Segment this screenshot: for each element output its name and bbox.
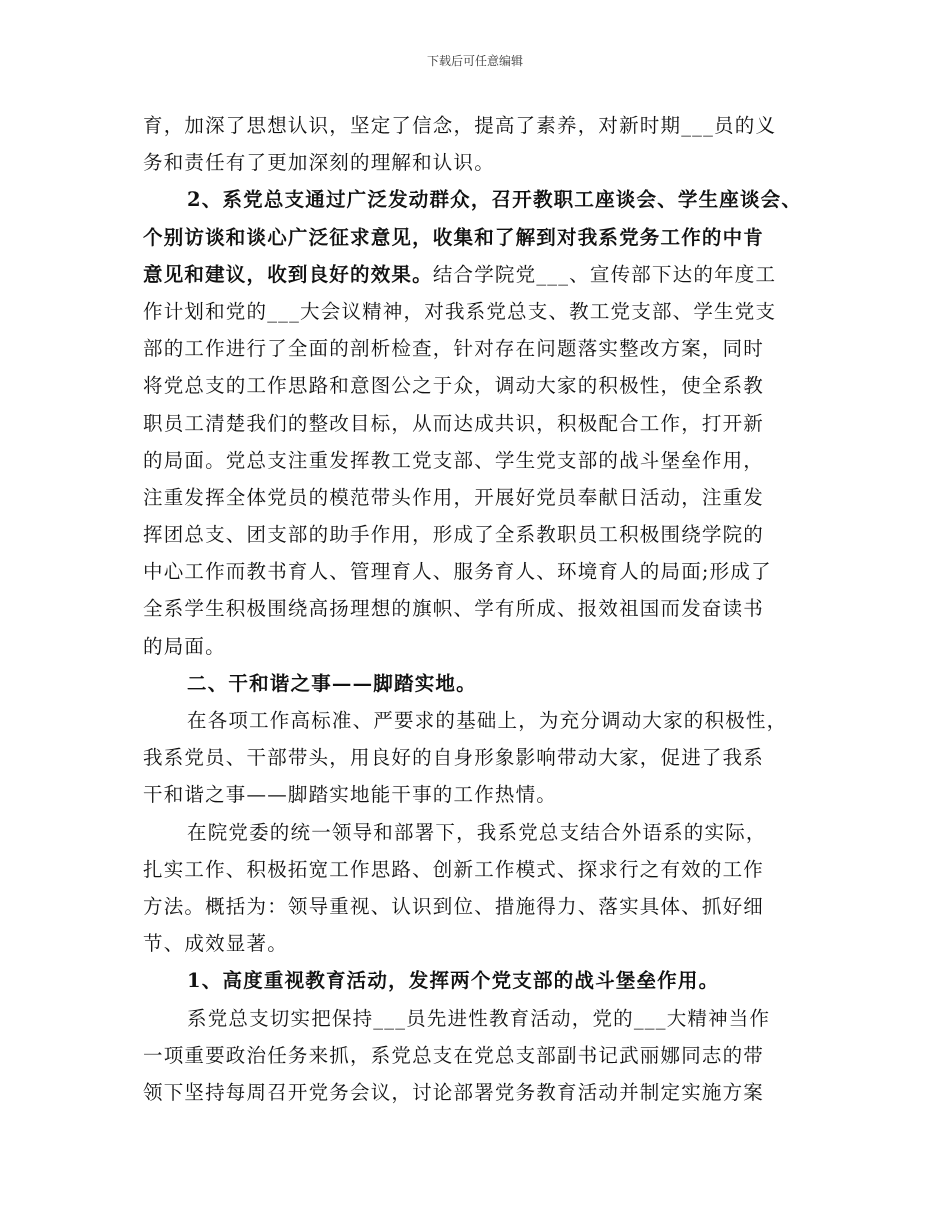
text-line [143,219,815,256]
text-line [143,776,815,813]
text-segment: 注重发挥全体党员的模范带头作用，开展好党员奉献日活动，注重发 [143,485,765,509]
text-line [143,144,815,181]
text-segment: 方法。概括为：领导重视、认识到位、措施得力、落实具体、抓好细 [143,894,765,918]
text-segment: 的局面。党总支注重发挥教工党支部、学生党支部的战斗堡垒作用， [143,448,765,472]
bold-text-segment: 意见和建议，收到良好的效果。 [143,262,433,286]
bold-text-segment: 二、干和谐之事——脚踏实地。 [187,671,477,695]
text-segment: 育，加深了思想认识，坚定了信念，提高了素养，对新时期___员的义 [143,114,777,137]
bold-text-segment: 个别访谈和谈心广泛征求意见，收集和了解到对我系党务工作的中肯 [143,225,765,249]
text-line [143,1037,815,1074]
text-line [143,256,815,293]
text-line [143,702,815,739]
text-line [143,367,815,404]
text-line [143,479,815,516]
text-segment: 务和责任有了更加深刻的理解和认识。 [143,151,495,175]
page-header-note: 下载后可任意编辑 [426,54,523,68]
text-line [143,405,815,442]
text-segment: 将党总支的工作思路和意图公之于众，调动大家的积极性，使全系教 [143,374,765,398]
text-segment: 我系党员、干部带头，用良好的自身形象影响带动大家，促进了我系 [143,746,765,770]
text-segment: 部的工作进行了全面的剖析检查，针对存在问题落实整改方案，同时 [143,337,765,361]
text-line [143,516,815,553]
text-segment: 结合学院党___、宣传部下达的年度工 [432,262,777,286]
text-line [143,330,815,367]
text-line [143,1000,815,1037]
text-segment: 的局面。 [143,634,226,658]
text-line [143,553,815,590]
text-line [143,181,815,218]
text-line [143,814,815,851]
text-line [143,962,815,999]
text-line [143,107,815,144]
text-segment: 挥团总支、团支部的助手作用，形成了全系教职员工积极围绕学院的 [143,523,765,547]
bold-text-segment: 2、系党总支通过广泛发动群众，召开教职工座谈会、学生座谈会、 [187,188,803,212]
text-line [143,590,815,627]
text-line [143,1074,815,1111]
text-segment: 在院党委的统一领导和部署下，我系党总支结合外语系的实际， [187,820,767,844]
text-segment: 中心工作而教书育人、管理育人、服务育人、环境育人的局面;形成了 [143,560,772,584]
text-line [143,888,815,925]
text-segment: 作计划和党的___大会议精神，对我系党总支、教工党支部、学生党支 [143,299,777,323]
text-line [143,665,815,702]
text-segment: 一项重要政治任务来抓，系党总支在党总支部副书记武丽娜同志的带 [143,1043,765,1067]
bold-text-segment: 1、高度重视教育活动，发挥两个党支部的战斗堡垒作用。 [187,969,720,993]
text-line [143,628,815,665]
text-segment: 扎实工作、积极拓宽工作思路、创新工作模式、探求行之有效的工作 [143,857,765,881]
text-line [143,851,815,888]
text-segment: 全系学生积极围绕高扬理想的旗帜、学有所成、报效祖国而发奋读书 [143,597,765,621]
document-body [143,107,815,1111]
text-segment: 干和谐之事——脚踏实地能干事的工作热情。 [143,783,558,807]
text-segment: 领下坚持每周召开党务会议，讨论部署党务教育活动并制定实施方案 [143,1080,765,1104]
text-segment: 系党总支切实把保持___员先进性教育活动，党的___大精神当作 [187,1006,771,1030]
text-segment: 在各项工作高标准、严要求的基础上，为充分调动大家的积极性， [187,709,788,732]
text-line [143,925,815,962]
text-line [143,293,815,330]
text-line [143,442,815,479]
text-line [143,739,815,776]
text-segment: 节、成效显著。 [143,932,288,956]
text-segment: 职员工清楚我们的整改目标，从而达成共识，积极配合工作，打开新 [143,411,765,435]
